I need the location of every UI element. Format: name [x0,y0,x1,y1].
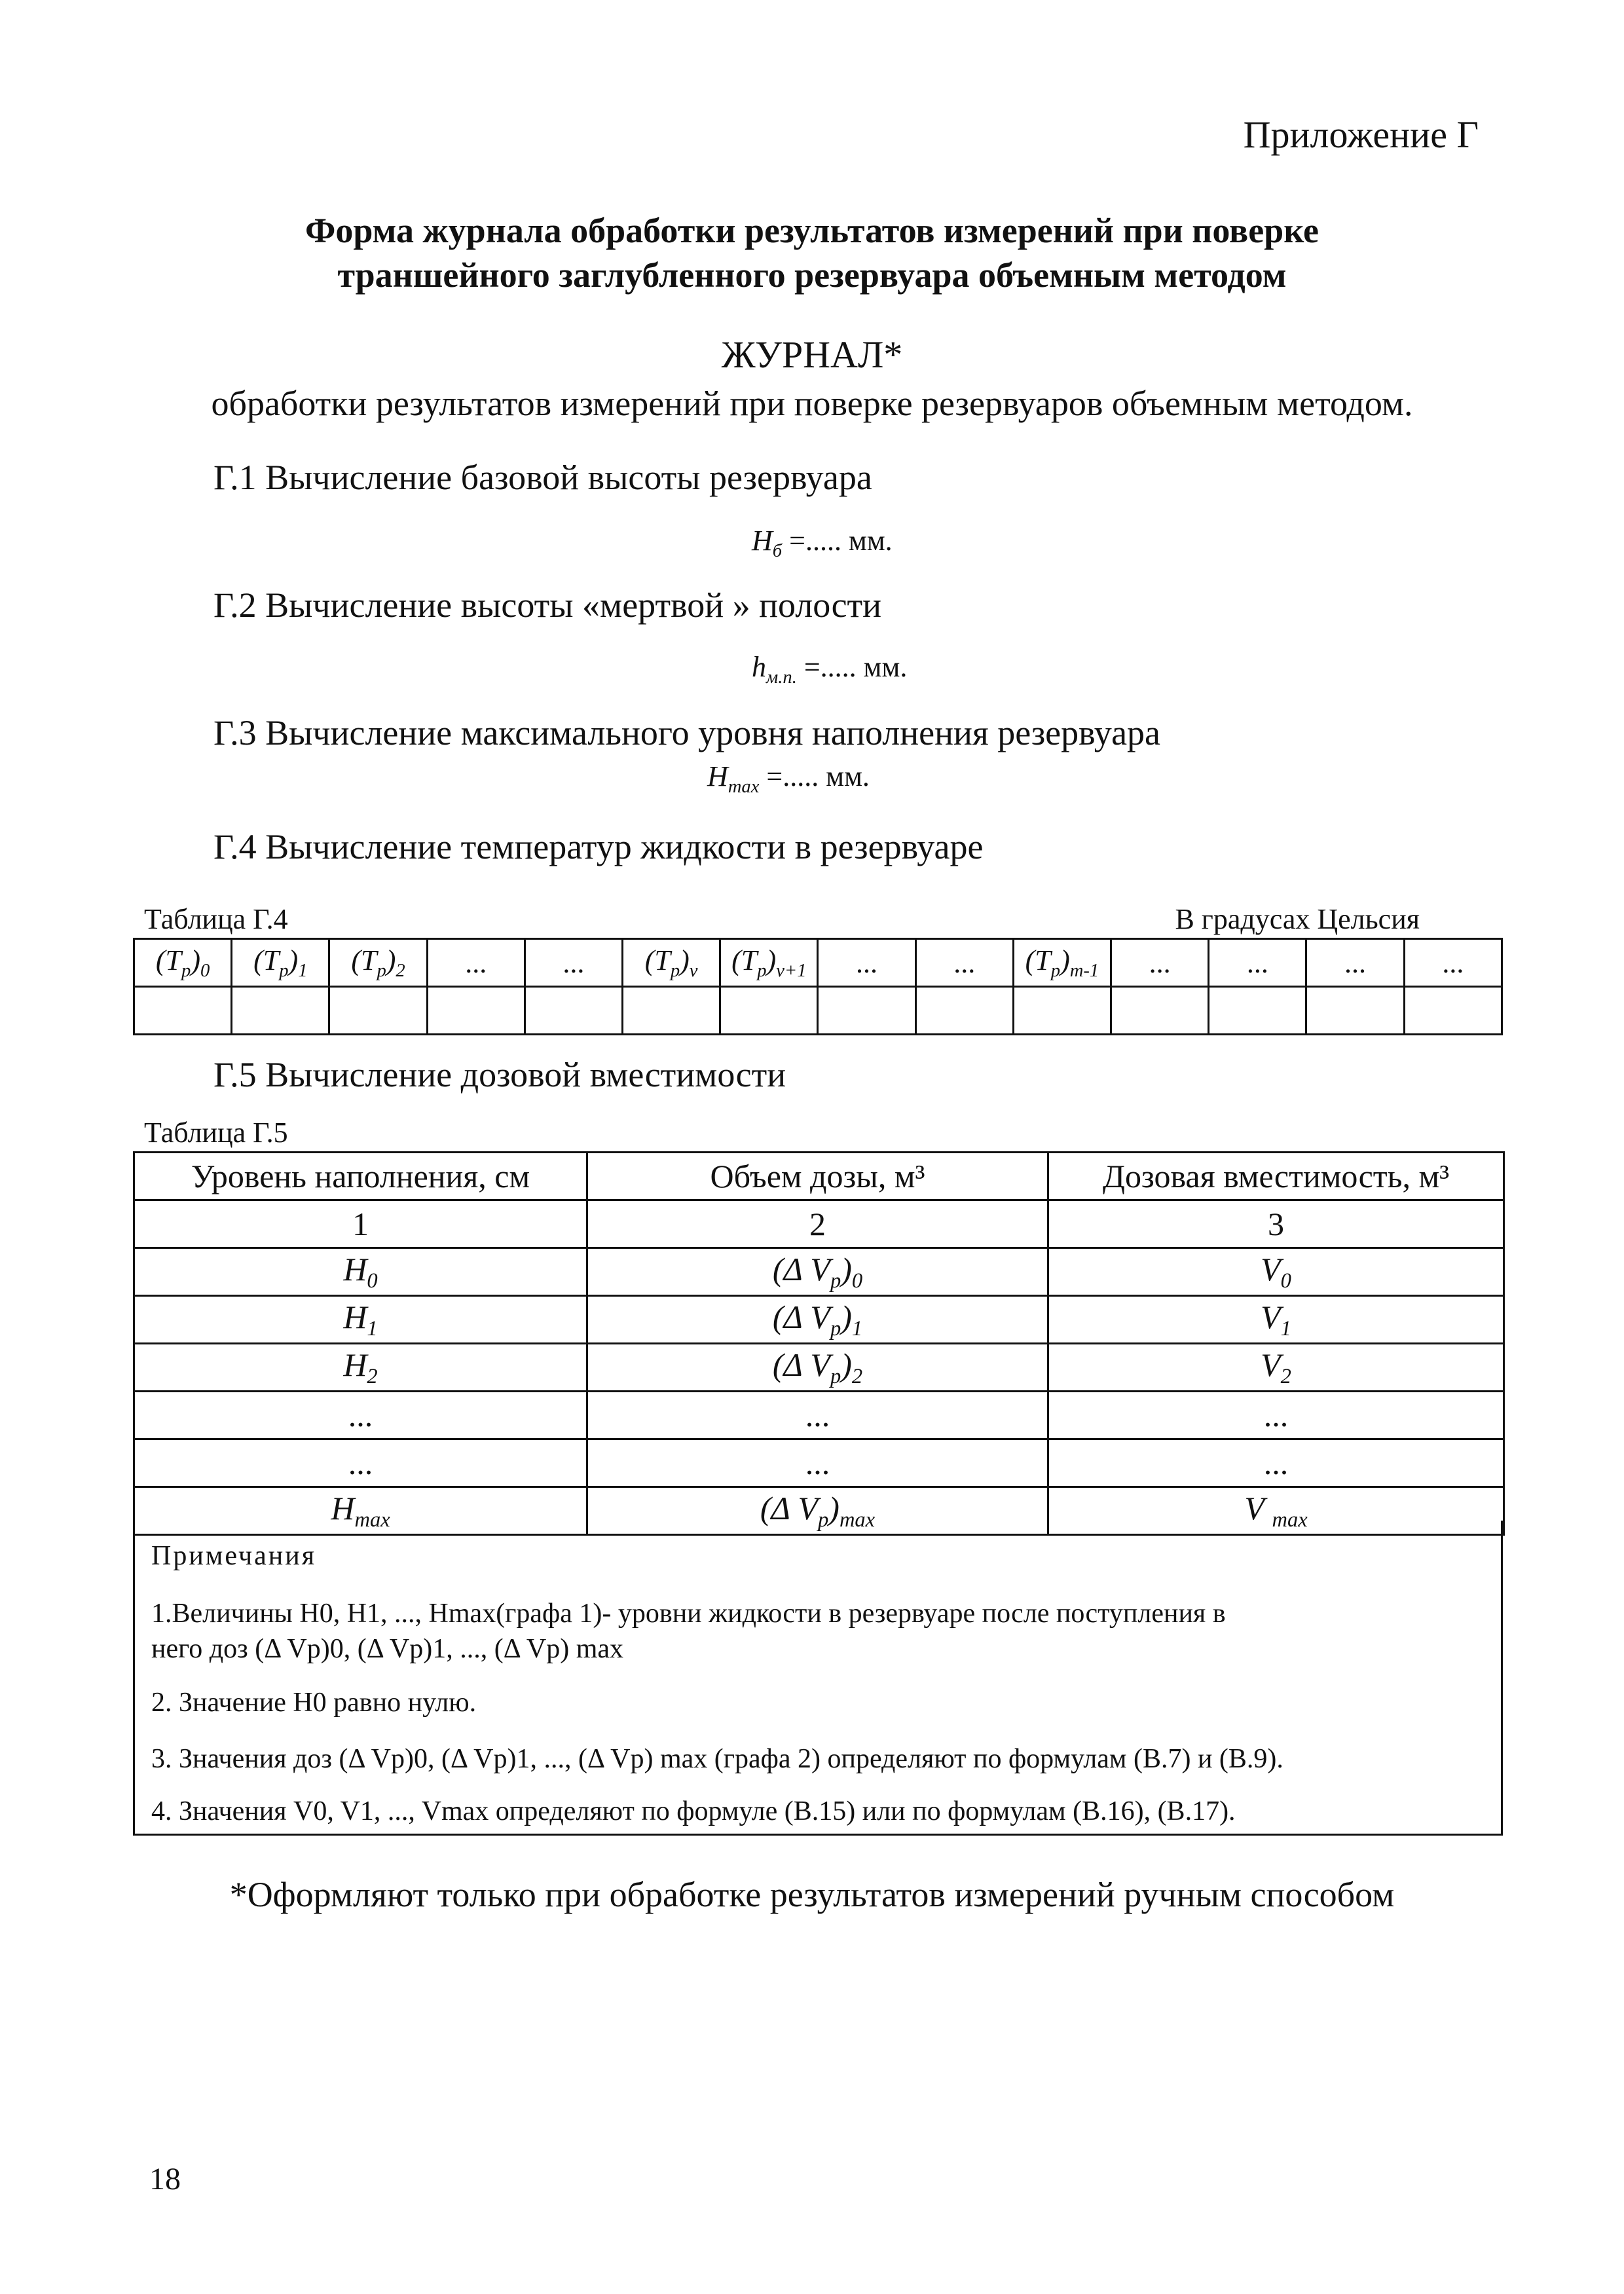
table4-unit: В градусах Цельсия [1175,903,1420,935]
table-row [134,1248,1504,1296]
journal-subtitle: обработки результатов измерений при поверке резервуаров объемным методом. [211,384,1413,423]
table5-cell: ... [1048,1392,1504,1439]
table5-num-cell: 3 [1048,1200,1504,1248]
table4-header-cell: ... [915,939,1013,987]
table5-cell: $V_1$ [1048,1296,1504,1344]
table5-col1-header: Уровень наполнения, см [134,1153,587,1200]
table5-cell: $H_0$ [134,1248,587,1296]
dose-capacity-table [133,1151,1505,1536]
table5-caption: Таблица Г.5 [144,1117,288,1149]
table5-cell: (Δ $V_p)_{max}$ [587,1487,1048,1535]
table-row [134,1296,1504,1344]
table5-cell: $V_0$ [1048,1248,1504,1296]
table4-header-cell: $(T_p)_{v+1}$ [720,939,818,987]
section-g2-heading: Г.2 Вычисление высоты «мертвой » полости [213,585,882,625]
note-4: 4. Значения V0, V1, ..., Vmax определяют по формуле (В.15) или по формулам (В.16), (В.17). [151,1796,1236,1826]
table4-header-cell: $(T_p)_v$ [623,939,720,987]
formula-g3: $H_{max}$ =..... мм. [707,760,870,797]
footer-note: *Оформляют только при обработке результатов измерений ручным способом [229,1875,1395,1914]
table4-header-cell: ... [525,939,622,987]
notes-title: Примечания [151,1541,317,1571]
table4-header-cell: ... [818,939,915,987]
appendix-label: Приложение Г [1243,113,1479,156]
table4-header-cell: $(T_p)_{m-1}$ [1013,939,1111,987]
table5-header-row [134,1153,1504,1200]
table4-caption: Таблица Г.4 [144,903,288,935]
table4-header-cell: ... [1306,939,1404,987]
formula-g1: $H_б$ =..... мм. [752,525,893,561]
table5-cell: $H_1$ [134,1296,587,1344]
table5-number-row [134,1200,1504,1248]
table4-header-row [134,939,1502,987]
table5-num-cell: 2 [587,1200,1048,1248]
table4-header-cell: $(T_p)_0$ [134,939,232,987]
table5-num-cell: 1 [134,1200,587,1248]
title-line-2: траншейного заглубленного резервуара объемным методом [337,255,1287,295]
table5-cell: ... [134,1392,587,1439]
table4-header-cell: $(T_p)_1$ [232,939,329,987]
table5-cell: V $_{max}$ [1048,1487,1504,1535]
table-row [134,1344,1504,1392]
table5-cell: ... [587,1392,1048,1439]
table5-cell: (Δ $V_p)_1$ [587,1296,1048,1344]
note-3: 3. Значения доз (Δ Vp)0, (Δ Vp)1, ..., (Δ Vp) max (графа 2) определяют по формулам (В.7) и (В.9). [151,1744,1283,1774]
table5-cell: (Δ $V_p)_2$ [587,1344,1048,1392]
table5-col2-header: Объем дозы, м³ [587,1153,1048,1200]
table5-cell: ... [1048,1439,1504,1487]
note-2: 2. Значение H0 равно нулю. [151,1688,477,1718]
table4-header-cell: ... [1209,939,1306,987]
table-row [134,1392,1504,1439]
table-row [134,1439,1504,1487]
section-g1-heading: Г.1 Вычисление базовой высоты резервуара [213,458,872,497]
temperature-table [133,938,1503,1035]
table5-cell: $H_2$ [134,1344,587,1392]
note-1-line-1: 1.Величины H0, H1, ..., Hmax(графа 1)- уровни жидкости в резервуаре после поступления в [151,1599,1226,1629]
title-line-1: Форма журнала обработки результатов измерений при поверке [305,211,1319,250]
journal-title: ЖУРНАЛ* [721,333,903,376]
table4-header-cell: ... [1111,939,1209,987]
table5-cell: (Δ $V_p)_0$ [587,1248,1048,1296]
table5-cell: $V_2$ [1048,1344,1504,1392]
table5-col3-header: Дозовая вместимость, м³ [1048,1153,1504,1200]
formula-g2: $h_{м.п.}$ =..... мм. [752,651,908,688]
section-g3-heading: Г.3 Вычисление максимального уровня наполнения резервуара [213,713,1161,752]
section-g5-heading: Г.5 Вычисление дозовой вместимости [213,1055,786,1094]
table4-header-cell: ... [1404,939,1502,987]
table4-header-cell: $(T_p)_2$ [329,939,427,987]
section-g4-heading: Г.4 Вычисление температур жидкости в резервуаре [213,827,984,866]
note-1-line-2: него доз (Δ Vp)0, (Δ Vp)1, ..., (Δ Vp) max [151,1634,624,1664]
page-number: 18 [149,2162,181,2196]
table5-cell: ... [134,1439,587,1487]
table4-header-cell: ... [427,939,525,987]
table5-cell: ... [587,1439,1048,1487]
table5-cell: $H_{max}$ [134,1487,587,1535]
table5-notes [133,1521,1503,1836]
table4-empty-row [134,987,1502,1035]
document-title [0,208,1624,297]
